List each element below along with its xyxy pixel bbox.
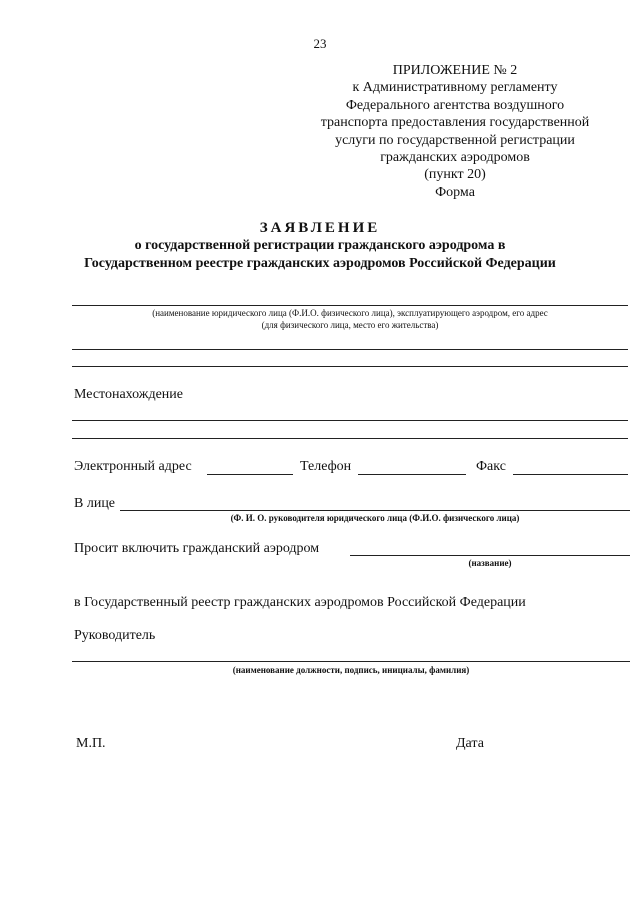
appendix-line: гражданских аэродромов <box>380 150 530 166</box>
applicant-caption-2: (для физического лица, место его жительства) <box>261 320 439 330</box>
request-label: Просит включить гражданский аэродром <box>74 541 320 556</box>
applicant-address-field[interactable] <box>72 349 628 350</box>
appendix-line: транспорта предоставления государственной <box>320 115 590 131</box>
head-caption: (наименование должности, подпись, инициалы, фамилия) <box>232 665 470 675</box>
appendix-line: ПРИЛОЖЕНИЕ № 2 <box>392 63 518 78</box>
representative-field[interactable] <box>120 510 630 511</box>
fax-field[interactable] <box>513 474 628 475</box>
stamp-label: М.П. <box>76 736 106 751</box>
document-title: ЗАЯВЛЕНИЕ <box>259 220 381 236</box>
page-number: 23 <box>313 36 327 51</box>
document-subtitle-line2: Государственном реестре гражданских аэродромов Российской Федерации <box>84 256 556 271</box>
location-field-2[interactable] <box>72 438 628 439</box>
appendix-line: (пункт 20) <box>424 167 486 183</box>
head-signature-field[interactable] <box>72 661 630 662</box>
applicant-caption-1: (наименование юридического лица (Ф.И.О. физического лица), эксплуатирующего аэродром, его адрес <box>152 308 548 318</box>
appendix-header <box>300 62 610 201</box>
document-subtitle-line1: о государственной регистрации гражданского аэродрома в <box>134 238 506 253</box>
applicant-name-field[interactable] <box>72 305 628 306</box>
appendix-line: к Административному регламенту <box>352 80 558 96</box>
representative-label: В лице <box>74 496 116 511</box>
appendix-line: услуги по государственной регистрации <box>335 132 575 148</box>
aerodrome-name-caption: (название) <box>468 558 512 568</box>
location-label: Местонахождение <box>74 387 184 402</box>
phone-label: Телефон <box>300 459 352 474</box>
appendix-line: Федерального агентства воздушного <box>345 97 565 113</box>
applicant-address-field-2[interactable] <box>72 366 628 367</box>
location-field[interactable] <box>72 420 628 421</box>
email-field[interactable] <box>207 474 293 475</box>
phone-field[interactable] <box>358 474 466 475</box>
representative-caption: (Ф. И. О. руководителя юридического лица (Ф.И.О. физического лица) <box>230 513 520 523</box>
fax-label: Факс <box>476 459 506 474</box>
head-label: Руководитель <box>74 628 156 643</box>
appendix-line: Форма <box>435 184 475 200</box>
registry-text: в Государственный реестр гражданских аэродромов Российской Федерации <box>74 595 526 610</box>
email-label: Электронный адрес <box>74 459 192 474</box>
aerodrome-name-field[interactable] <box>350 555 630 556</box>
date-label: Дата <box>456 736 484 751</box>
